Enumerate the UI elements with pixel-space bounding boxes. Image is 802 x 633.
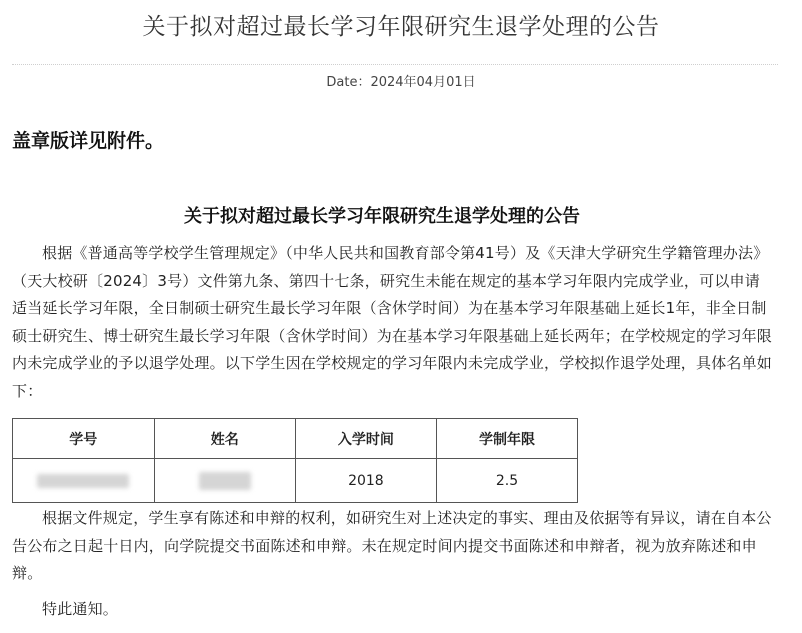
cell-enrollment-year: 2018: [295, 459, 436, 503]
cell-name: [154, 459, 295, 503]
header-student-id: 学号: [13, 419, 155, 459]
notice-paragraph-appeal: 根据文件规定，学生享有陈述和申辩的权利，如研究生对上述决定的事实、理由及依据等有异议，请在自本公告公布之日起十日内，向学院提交书面陈述和申辩。未在规定时间内提交书面陈述和申辩者，视为放弃陈述和申辩。: [12, 509, 772, 582]
header-enrollment-year: 入学时间: [295, 419, 436, 459]
table-header-row: [13, 419, 578, 459]
cell-program-years: 2.5: [436, 459, 577, 503]
cell-student-id: [13, 459, 155, 503]
notice-closing: 特此通知。: [42, 600, 119, 618]
notice-heading: 关于拟对超过最长学习年限研究生退学处理的公告: [184, 206, 580, 227]
date-label: Date：: [326, 75, 371, 90]
header-name: 姓名: [154, 419, 295, 459]
page-title: 关于拟对超过最长学习年限研究生退学处理的公告: [142, 14, 660, 40]
notice-paragraph-rules: 根据《普通高等学校学生管理规定》（中华人民共和国教育部令第41号）及《天津大学研究生学籍管理办法》（天大校研〔2024〕3号）文件第九条、第四十七条，研究生未能在规定的基本学习年限内完成学业，可以申请适当延长学习年限，全日制硕士研究生最长学习年限（含休学时间）为在基本学习年限基础上延长1年，非全日制硕士研究生、博士研究生最长学习年限（含休学时间）为在基本学习年限基础上延长两年；在学校规定的学习年限内未完成学业的予以退学处理。以下学生因在学校规定的学习年限内未完成学业，学校拟作退学处理，具体名单如下：: [12, 244, 773, 400]
student-list-table: [12, 418, 578, 503]
publish-date: [0, 71, 802, 90]
date-value: 2024年04月01日: [370, 75, 476, 90]
header-program-years: 学制年限: [436, 419, 577, 459]
redacted-name: [199, 472, 251, 490]
stamped-version-note: 盖章版详见附件。: [12, 130, 165, 152]
table-row: [13, 459, 578, 503]
redacted-student-id: [37, 474, 129, 488]
title-divider: [12, 64, 778, 65]
